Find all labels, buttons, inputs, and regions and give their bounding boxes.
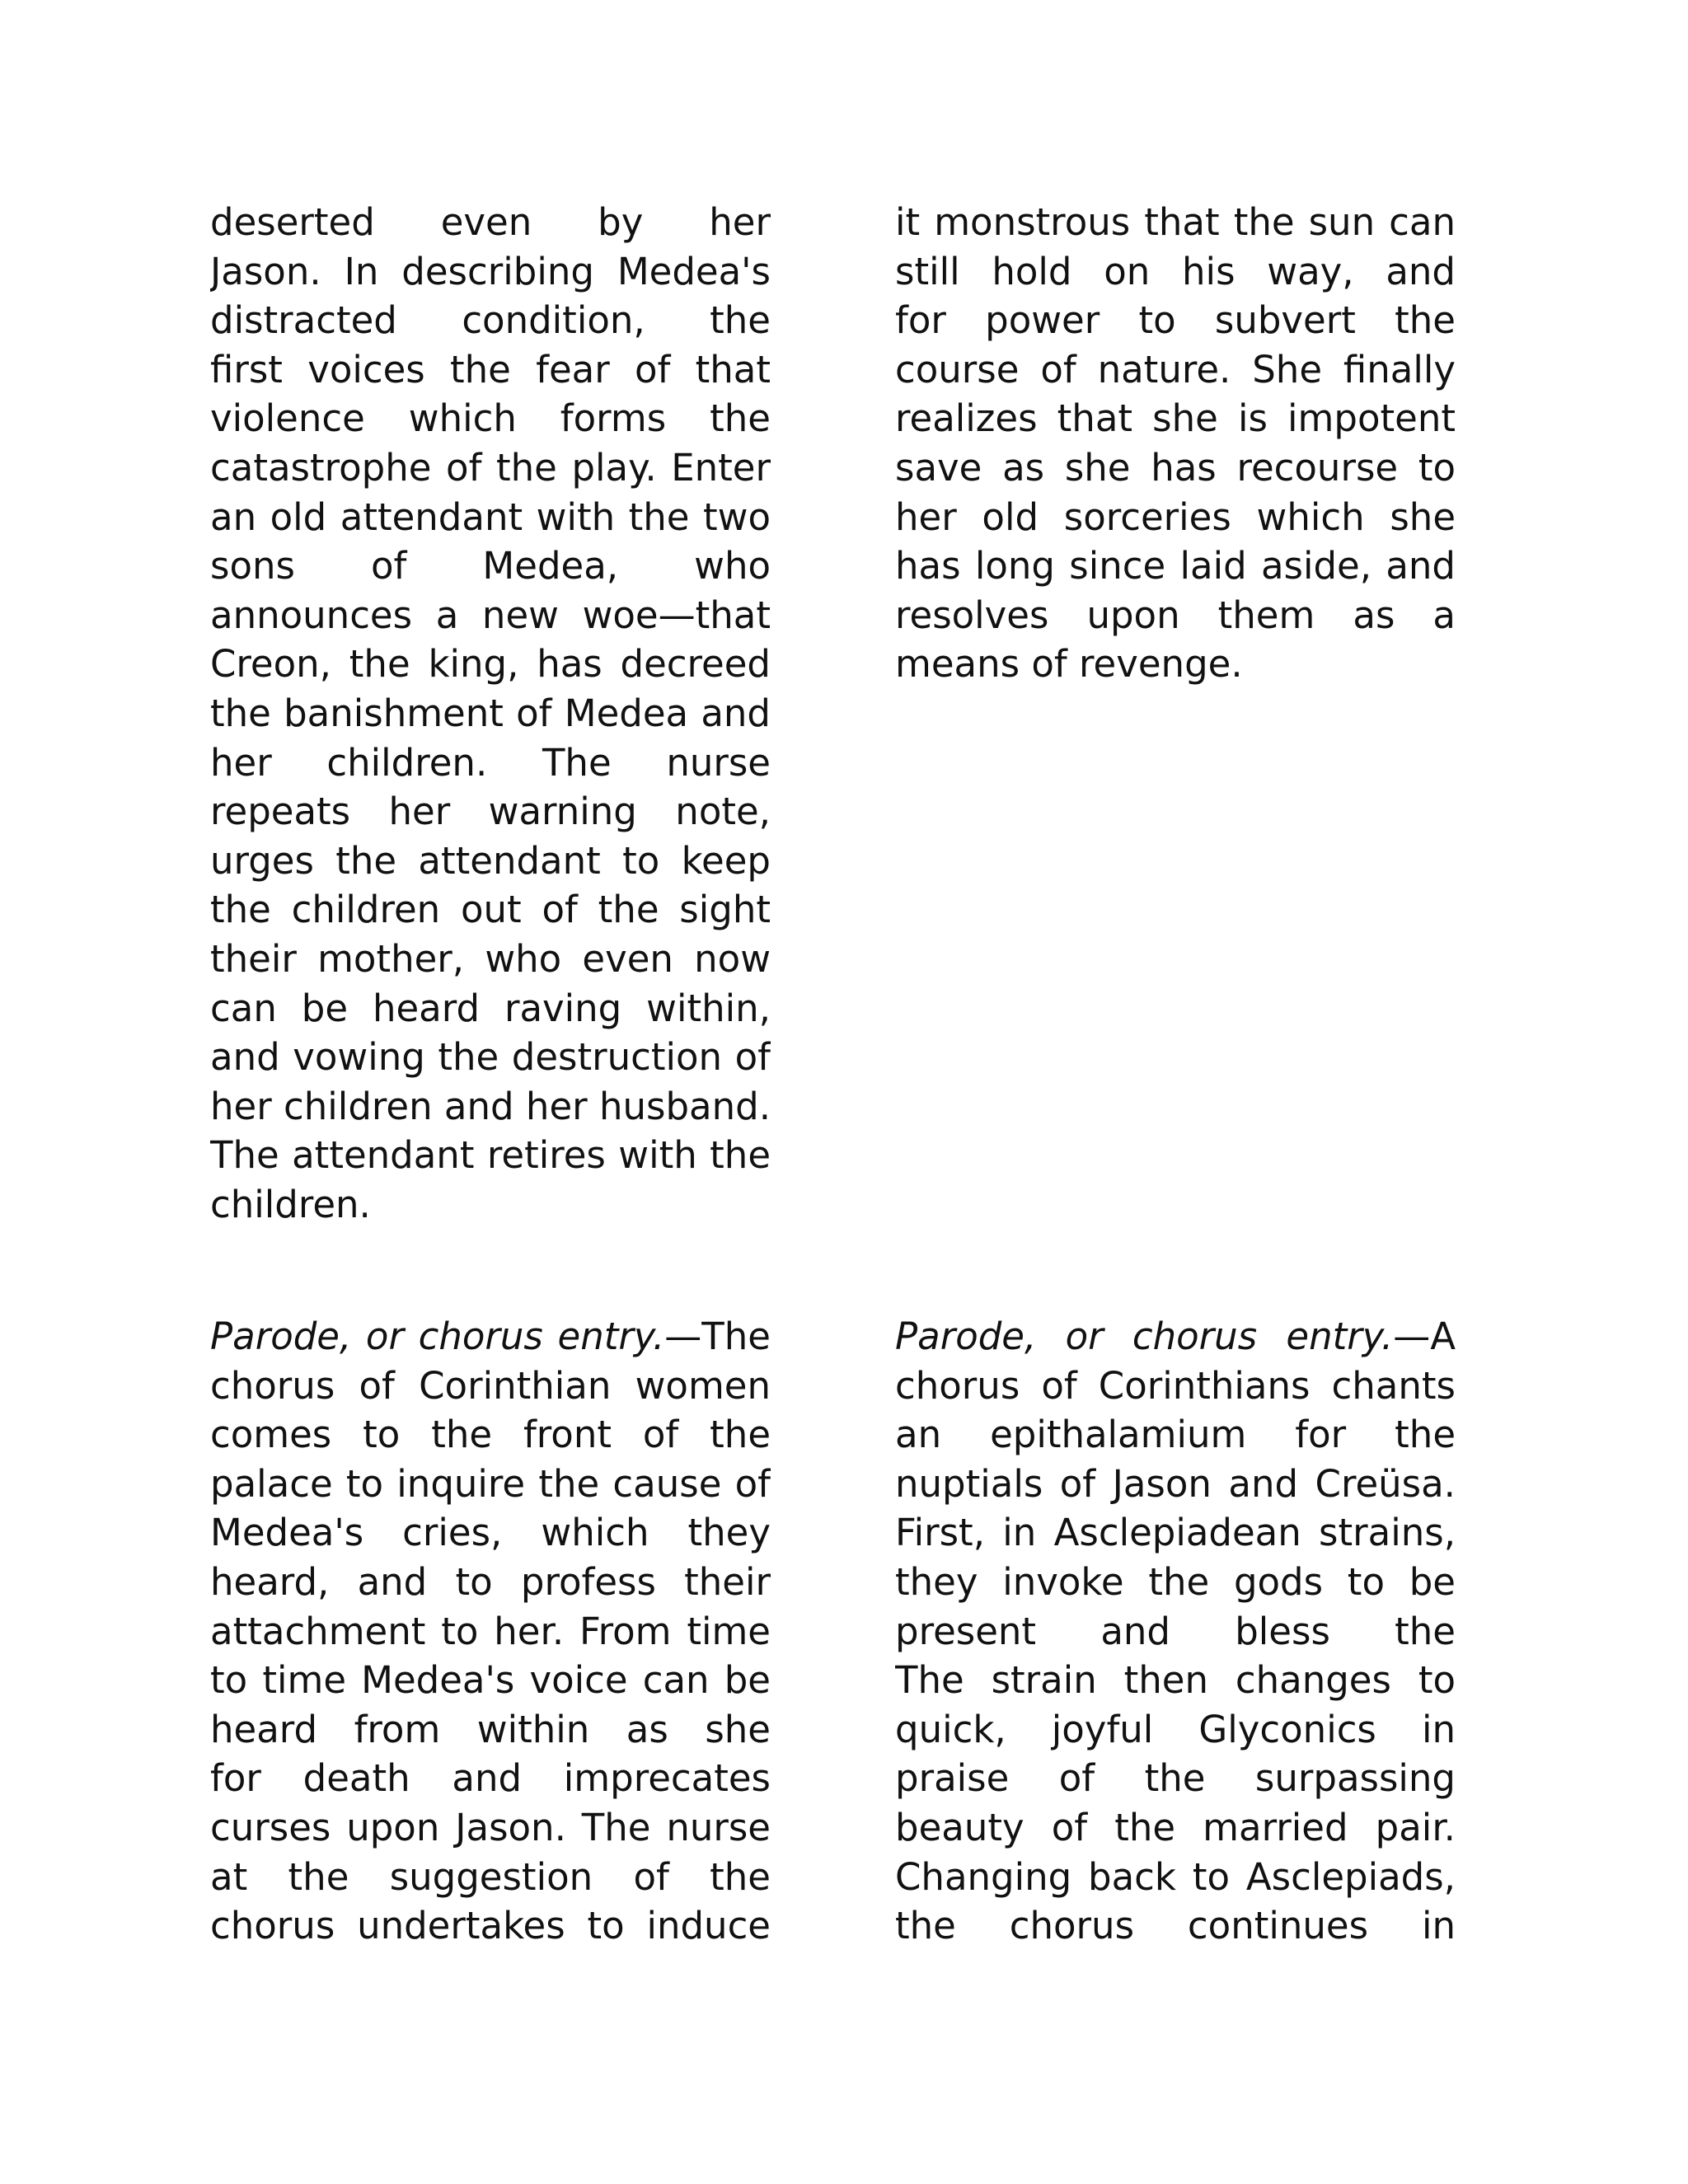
text-line: at the suggestion of the	[210, 1854, 771, 1899]
section-heading-italic: Parode, or chorus entry.	[210, 1315, 665, 1358]
section-heading-rest: —The	[664, 1315, 771, 1358]
text-line: can be heard raving within,	[210, 986, 771, 1030]
section-heading-line	[895, 1312, 1456, 1361]
text-line: Changing back to Asclepiads,	[895, 1854, 1456, 1899]
text-line: catastrophe of the play. Enter	[210, 445, 771, 490]
text-line: the banishment of Medea and	[210, 691, 771, 735]
text-line: an old attendant with the two	[210, 494, 771, 539]
text-line: for power to subvert the	[895, 298, 1456, 343]
text-line: an epithalamium for the	[895, 1413, 1456, 1457]
text-line: curses upon Jason. The nurse	[210, 1805, 771, 1849]
text-line: repeats her warning note,	[210, 790, 771, 834]
text-line: and vowing the destruction of	[210, 1035, 771, 1080]
text-line: to time Medea's voice can be	[210, 1658, 771, 1703]
text-line: chorus of Corinthians chants	[895, 1363, 1456, 1408]
text-line: the chorus continues in	[895, 1904, 1456, 1948]
text-line: first voices the fear of that	[210, 347, 771, 391]
text-line: save as she has recourse to	[895, 445, 1456, 490]
text-line: their mother, who even now	[210, 936, 771, 981]
text-line: the children out of the sight	[210, 888, 771, 932]
bottom-right-text-block	[895, 1312, 1456, 1951]
text-line: First, in Asclepiadean strains,	[895, 1511, 1456, 1555]
text-line: attachment to her. From time	[210, 1609, 771, 1653]
text-line: Medea's cries, which they	[210, 1511, 771, 1555]
text-line: heard from within as she	[210, 1707, 771, 1751]
text-line: course of nature. She finally	[895, 347, 1456, 391]
text-line: urges the attendant to keep	[210, 838, 771, 883]
text-line: deserted even by her	[210, 200, 771, 244]
text-line: Creon, the king, has decreed	[210, 642, 771, 687]
text-line: heard, and to profess their	[210, 1559, 771, 1604]
text-line: beauty of the married pair.	[895, 1805, 1456, 1849]
text-line: distracted condition, the	[210, 298, 771, 343]
text-line: Jason. In describing Medea's	[210, 249, 771, 293]
text-line: means of revenge.	[895, 642, 1243, 687]
text-line: resolves upon them as a	[895, 593, 1456, 637]
text-line: The strain then changes to	[895, 1658, 1456, 1703]
text-line: The attendant retires with the	[210, 1133, 771, 1178]
text-line: praise of the surpassing	[895, 1756, 1456, 1801]
bottom-left-text-block	[210, 1312, 771, 1951]
top-right-text-block	[895, 198, 1456, 689]
section-heading-line	[210, 1312, 771, 1361]
text-line: announces a new woe—that	[210, 593, 771, 637]
text-line: present and bless the	[895, 1609, 1456, 1653]
text-line: for death and imprecates	[210, 1756, 771, 1801]
text-line: her children and her husband.	[210, 1084, 771, 1128]
text-line: children.	[210, 1182, 371, 1226]
text-line: chorus undertakes to induce	[210, 1904, 771, 1948]
text-line: palace to inquire the cause of	[210, 1461, 771, 1506]
text-line: it monstrous that the sun can	[895, 200, 1456, 244]
section-heading-rest: —A	[1393, 1315, 1456, 1358]
text-line: her old sorceries which she	[895, 494, 1456, 539]
text-line: they invoke the gods to be	[895, 1559, 1456, 1604]
text-line: still hold on his way, and	[895, 249, 1456, 293]
text-line: sons of Medea, who	[210, 544, 771, 588]
text-line: realizes that she is impotent	[895, 396, 1456, 441]
section-heading-italic: Parode, or chorus entry.	[895, 1315, 1394, 1358]
text-line: quick, joyful Glyconics in	[895, 1707, 1456, 1751]
text-line: nuptials of Jason and Creüsa.	[895, 1461, 1456, 1506]
text-line: comes to the front of the	[210, 1413, 771, 1457]
text-line: her children. The nurse	[210, 740, 771, 785]
text-line: violence which forms the	[210, 396, 771, 441]
top-left-text-block	[210, 198, 771, 1229]
text-line: chorus of Corinthian women	[210, 1363, 771, 1408]
text-line: has long since laid aside, and	[895, 544, 1456, 588]
